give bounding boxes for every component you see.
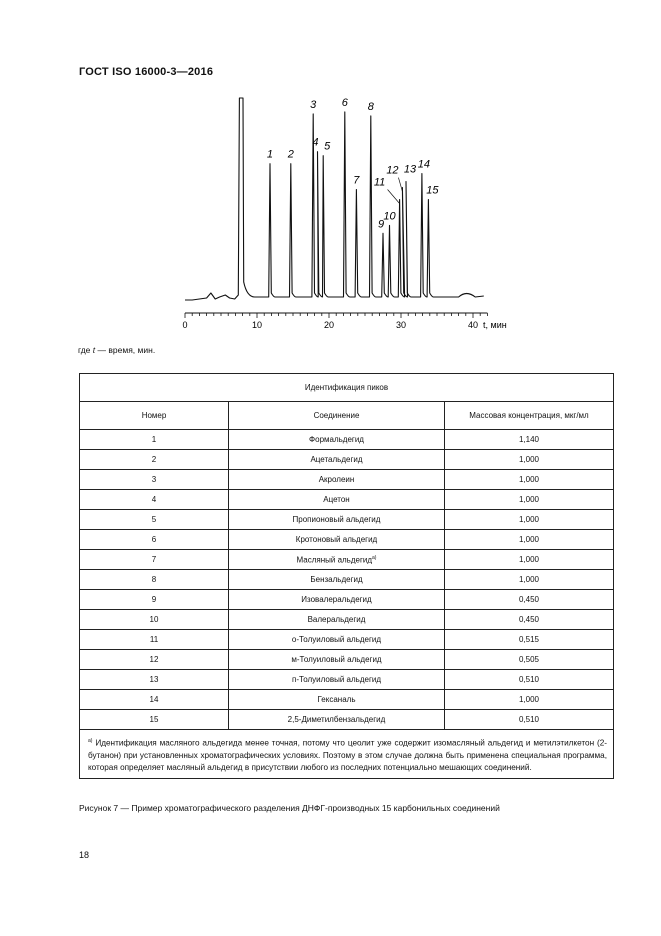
cell-compound xyxy=(229,490,445,510)
compound-name: Формальдегид xyxy=(309,435,364,444)
cell-compound xyxy=(229,530,445,550)
table-row xyxy=(80,630,614,650)
cell-number: 9 xyxy=(80,590,229,610)
x-tick-label: 30 xyxy=(395,320,407,330)
peak-label: 15 xyxy=(426,184,439,197)
compound-name: п-Толуиловый альдегид xyxy=(291,675,382,684)
table-title: Идентификация пиков xyxy=(80,374,614,402)
compound-name: 2,5-Диметилбензальдегид xyxy=(287,715,386,724)
compound-name: Ацетон xyxy=(323,495,350,504)
table-row xyxy=(80,550,614,570)
cell-concentration: 1,000 xyxy=(445,490,614,510)
footnote-reference: а) xyxy=(372,554,377,561)
cell-concentration: 0,450 xyxy=(445,590,614,610)
x-tick-label: 10 xyxy=(251,320,263,330)
cell-concentration: 1,000 xyxy=(445,470,614,490)
x-tick-label: 40 xyxy=(467,320,479,330)
table-row xyxy=(80,530,614,550)
cell-concentration: 0,450 xyxy=(445,610,614,630)
peak-12-leader-line xyxy=(398,178,402,192)
cell-compound xyxy=(229,650,445,670)
cell-concentration: 0,505 xyxy=(445,650,614,670)
peak-label: 11 xyxy=(373,176,386,189)
chromatogram-trace xyxy=(185,98,484,300)
peak-label: 2 xyxy=(287,148,294,161)
table-row xyxy=(80,490,614,510)
column-header-concentration: Массовая концентрация, мкг/мл xyxy=(445,402,614,430)
compound-name: Изовалеральдегид xyxy=(301,595,372,604)
cell-concentration: 0,510 xyxy=(445,670,614,690)
x-tick-label: 20 xyxy=(323,320,335,330)
table-row xyxy=(80,510,614,530)
page-number: 18 xyxy=(79,850,90,860)
cell-compound xyxy=(229,510,445,530)
column-header-compound: Соединение xyxy=(229,402,445,430)
cell-compound xyxy=(229,670,445,690)
cell-number: 10 xyxy=(80,610,229,630)
x-axis-label: t, мин xyxy=(483,320,507,330)
cell-concentration: 1,000 xyxy=(445,690,614,710)
peak-label: 7 xyxy=(353,174,360,187)
column-header-number: Номер xyxy=(80,402,229,430)
cell-compound xyxy=(229,450,445,470)
table-row xyxy=(80,570,614,590)
cell-compound xyxy=(229,430,445,450)
table-row xyxy=(80,650,614,670)
cell-number: 2 xyxy=(80,450,229,470)
table-row xyxy=(80,670,614,690)
compound-name: Бензальдегид xyxy=(310,575,363,584)
cell-number: 3 xyxy=(80,470,229,490)
cell-number: 11 xyxy=(80,630,229,650)
cell-number: 15 xyxy=(80,710,229,730)
peak-label: 1 xyxy=(266,148,274,161)
cell-number: 8 xyxy=(80,570,229,590)
table-body xyxy=(80,430,614,730)
chromatogram xyxy=(0,0,661,340)
compound-name: м-Толуиловый альдегид xyxy=(291,655,382,664)
peak-label: 13 xyxy=(403,163,417,176)
document-header: ГОСТ ISO 16000-3—2016 xyxy=(79,66,214,78)
peak-11-leader-line xyxy=(388,189,400,203)
cell-number: 4 xyxy=(80,490,229,510)
legend-text: — время, мин. xyxy=(97,345,156,355)
x-tick-label: 0 xyxy=(182,320,188,330)
cell-compound xyxy=(229,690,445,710)
cell-concentration: 1,000 xyxy=(445,510,614,530)
table-row xyxy=(80,690,614,710)
legend-variable: t xyxy=(92,345,96,355)
compound-name: Кротоновый альдегид xyxy=(295,535,378,544)
legend-prefix: где xyxy=(78,345,91,355)
compound-name: Валеральдегид xyxy=(307,615,366,624)
cell-concentration: 1,000 xyxy=(445,570,614,590)
cell-number: 12 xyxy=(80,650,229,670)
peak-label: 12 xyxy=(386,164,399,177)
cell-concentration: 0,515 xyxy=(445,630,614,650)
cell-concentration: 1,000 xyxy=(445,450,614,470)
peak-label: 6 xyxy=(341,96,348,109)
figure-caption: Рисунок 7 — Пример хроматографического разделения ДНФГ-производных 15 карбонильных соединений xyxy=(79,803,500,813)
cell-compound xyxy=(229,630,445,650)
cell-concentration: 1,000 xyxy=(445,530,614,550)
peak-label: 10 xyxy=(383,210,396,223)
footnote-text: Идентификация масляного альдегида менее точная, потому что цеолит уже содержит изомасляный альдегид и метилэтилкетон (2-бутанон) при установленных хроматографических условиях. Поэтому в этом случае должна быть применена специальная программа, которая определяет масляный альдегид в присутствии любого из последних потенциально мешающих соединений. xyxy=(88,738,607,772)
table-row xyxy=(80,610,614,630)
cell-concentration: 0,510 xyxy=(445,710,614,730)
table-row xyxy=(80,470,614,490)
peak-label: 9 xyxy=(377,218,385,231)
cell-number: 14 xyxy=(80,690,229,710)
compound-name: Масляный альдегид xyxy=(296,555,373,565)
cell-compound xyxy=(229,610,445,630)
compound-name: Акролеин xyxy=(318,475,355,484)
peak-label: 14 xyxy=(417,158,431,171)
cell-number: 7 xyxy=(80,550,229,570)
cell-concentration: 1,140 xyxy=(445,430,614,450)
cell-compound xyxy=(229,570,445,590)
cell-number: 6 xyxy=(80,530,229,550)
table-row xyxy=(80,430,614,450)
cell-compound xyxy=(229,470,445,490)
cell-concentration: 1,000 xyxy=(445,550,614,570)
compound-name: Гексаналь xyxy=(317,695,356,704)
table-row xyxy=(80,590,614,610)
compound-name: о-Толуиловый альдегид xyxy=(291,635,382,644)
cell-compound xyxy=(229,550,445,570)
variable-legend xyxy=(78,345,155,355)
footnote-mark: а) xyxy=(88,738,93,744)
peak-identification-table xyxy=(79,373,614,779)
compound-name: Ацетальдегид xyxy=(310,455,363,464)
cell-compound xyxy=(229,710,445,730)
table-row xyxy=(80,450,614,470)
compound-name: Пропионовый альдегид xyxy=(292,515,381,524)
cell-number: 13 xyxy=(80,670,229,690)
table-footnote xyxy=(80,730,614,779)
peak-label: 8 xyxy=(367,100,374,113)
cell-compound xyxy=(229,590,445,610)
peak-label: 3 xyxy=(310,98,317,111)
peak-label: 5 xyxy=(324,140,331,153)
cell-number: 1 xyxy=(80,430,229,450)
table-row xyxy=(80,710,614,730)
peak-label: 4 xyxy=(312,136,319,149)
cell-number: 5 xyxy=(80,510,229,530)
